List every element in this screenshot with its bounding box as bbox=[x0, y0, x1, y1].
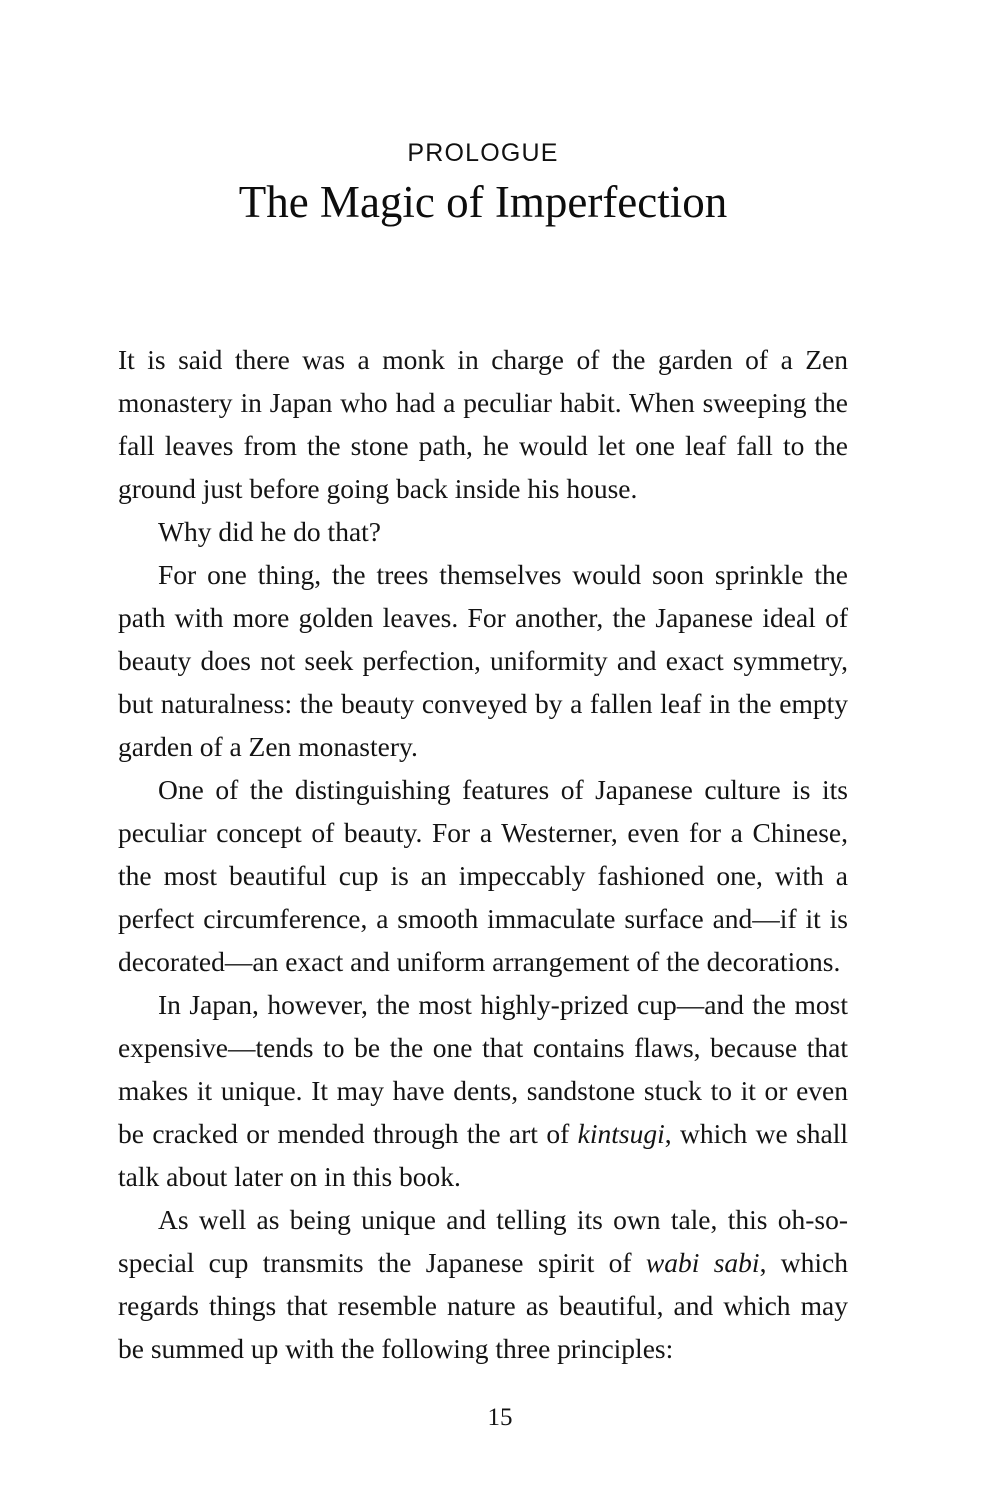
body-paragraph bbox=[118, 983, 848, 1198]
text-run: It is said there was a monk in charge of the garden of a Zen monastery in Japan who had a peculiar habit. When sweeping the fall leaves from the stone path, he would let one leaf fall to the ground just before going back inside his house. bbox=[118, 344, 848, 504]
page-title: The Magic of Imperfection bbox=[238, 176, 728, 227]
text-run: , which regards things that resemble nature as beautiful, and which may be summed up with the following three principles: bbox=[118, 1247, 848, 1364]
body-paragraph bbox=[118, 510, 848, 553]
text-run: One of the distinguishing features of Japanese culture is its peculiar concept of beauty. For a Westerner, even for a Chinese, the most beautiful cup is an impeccably fashioned one, with a perfect circumference, a smooth immaculate surface and—if it is decorated—an exact and uniform arrangement of the decorations. bbox=[118, 774, 848, 977]
emphasis-text: wabi sabi bbox=[645, 1247, 760, 1278]
emphasis-text: kintsugi bbox=[577, 1118, 665, 1149]
body-paragraph bbox=[118, 768, 848, 983]
text-run: Why did he do that? bbox=[158, 516, 381, 547]
body-paragraph bbox=[118, 1198, 848, 1370]
body-paragraph bbox=[118, 553, 848, 768]
chapter-heading bbox=[118, 140, 848, 228]
body-text bbox=[118, 338, 848, 1370]
text-run: In Japan, however, the most highly-prized cup—and the most expensive—tends to be the one that contains flaws, because that makes it unique. It may have dents, sandstone stuck to it or even be cracked or mended through the art of bbox=[118, 989, 848, 1149]
page-number: 15 bbox=[487, 1404, 513, 1431]
body-paragraph bbox=[118, 338, 848, 510]
text-run: For one thing, the trees themselves would soon sprinkle the path with more golden leaves. For another, the Japanese ideal of beauty does not seek perfection, uniformity and exact symmetry, but naturalness: the beauty conveyed by a fallen leaf in the empty garden of a Zen monastery. bbox=[118, 559, 848, 762]
text-run: As well as being unique and telling its own tale, this oh-so-special cup transmits the Japanese spirit of bbox=[118, 1204, 848, 1278]
text-run: , which we shall talk about later on in this book. bbox=[118, 1118, 848, 1192]
chapter-eyebrow: PROLOGUE bbox=[407, 139, 559, 167]
